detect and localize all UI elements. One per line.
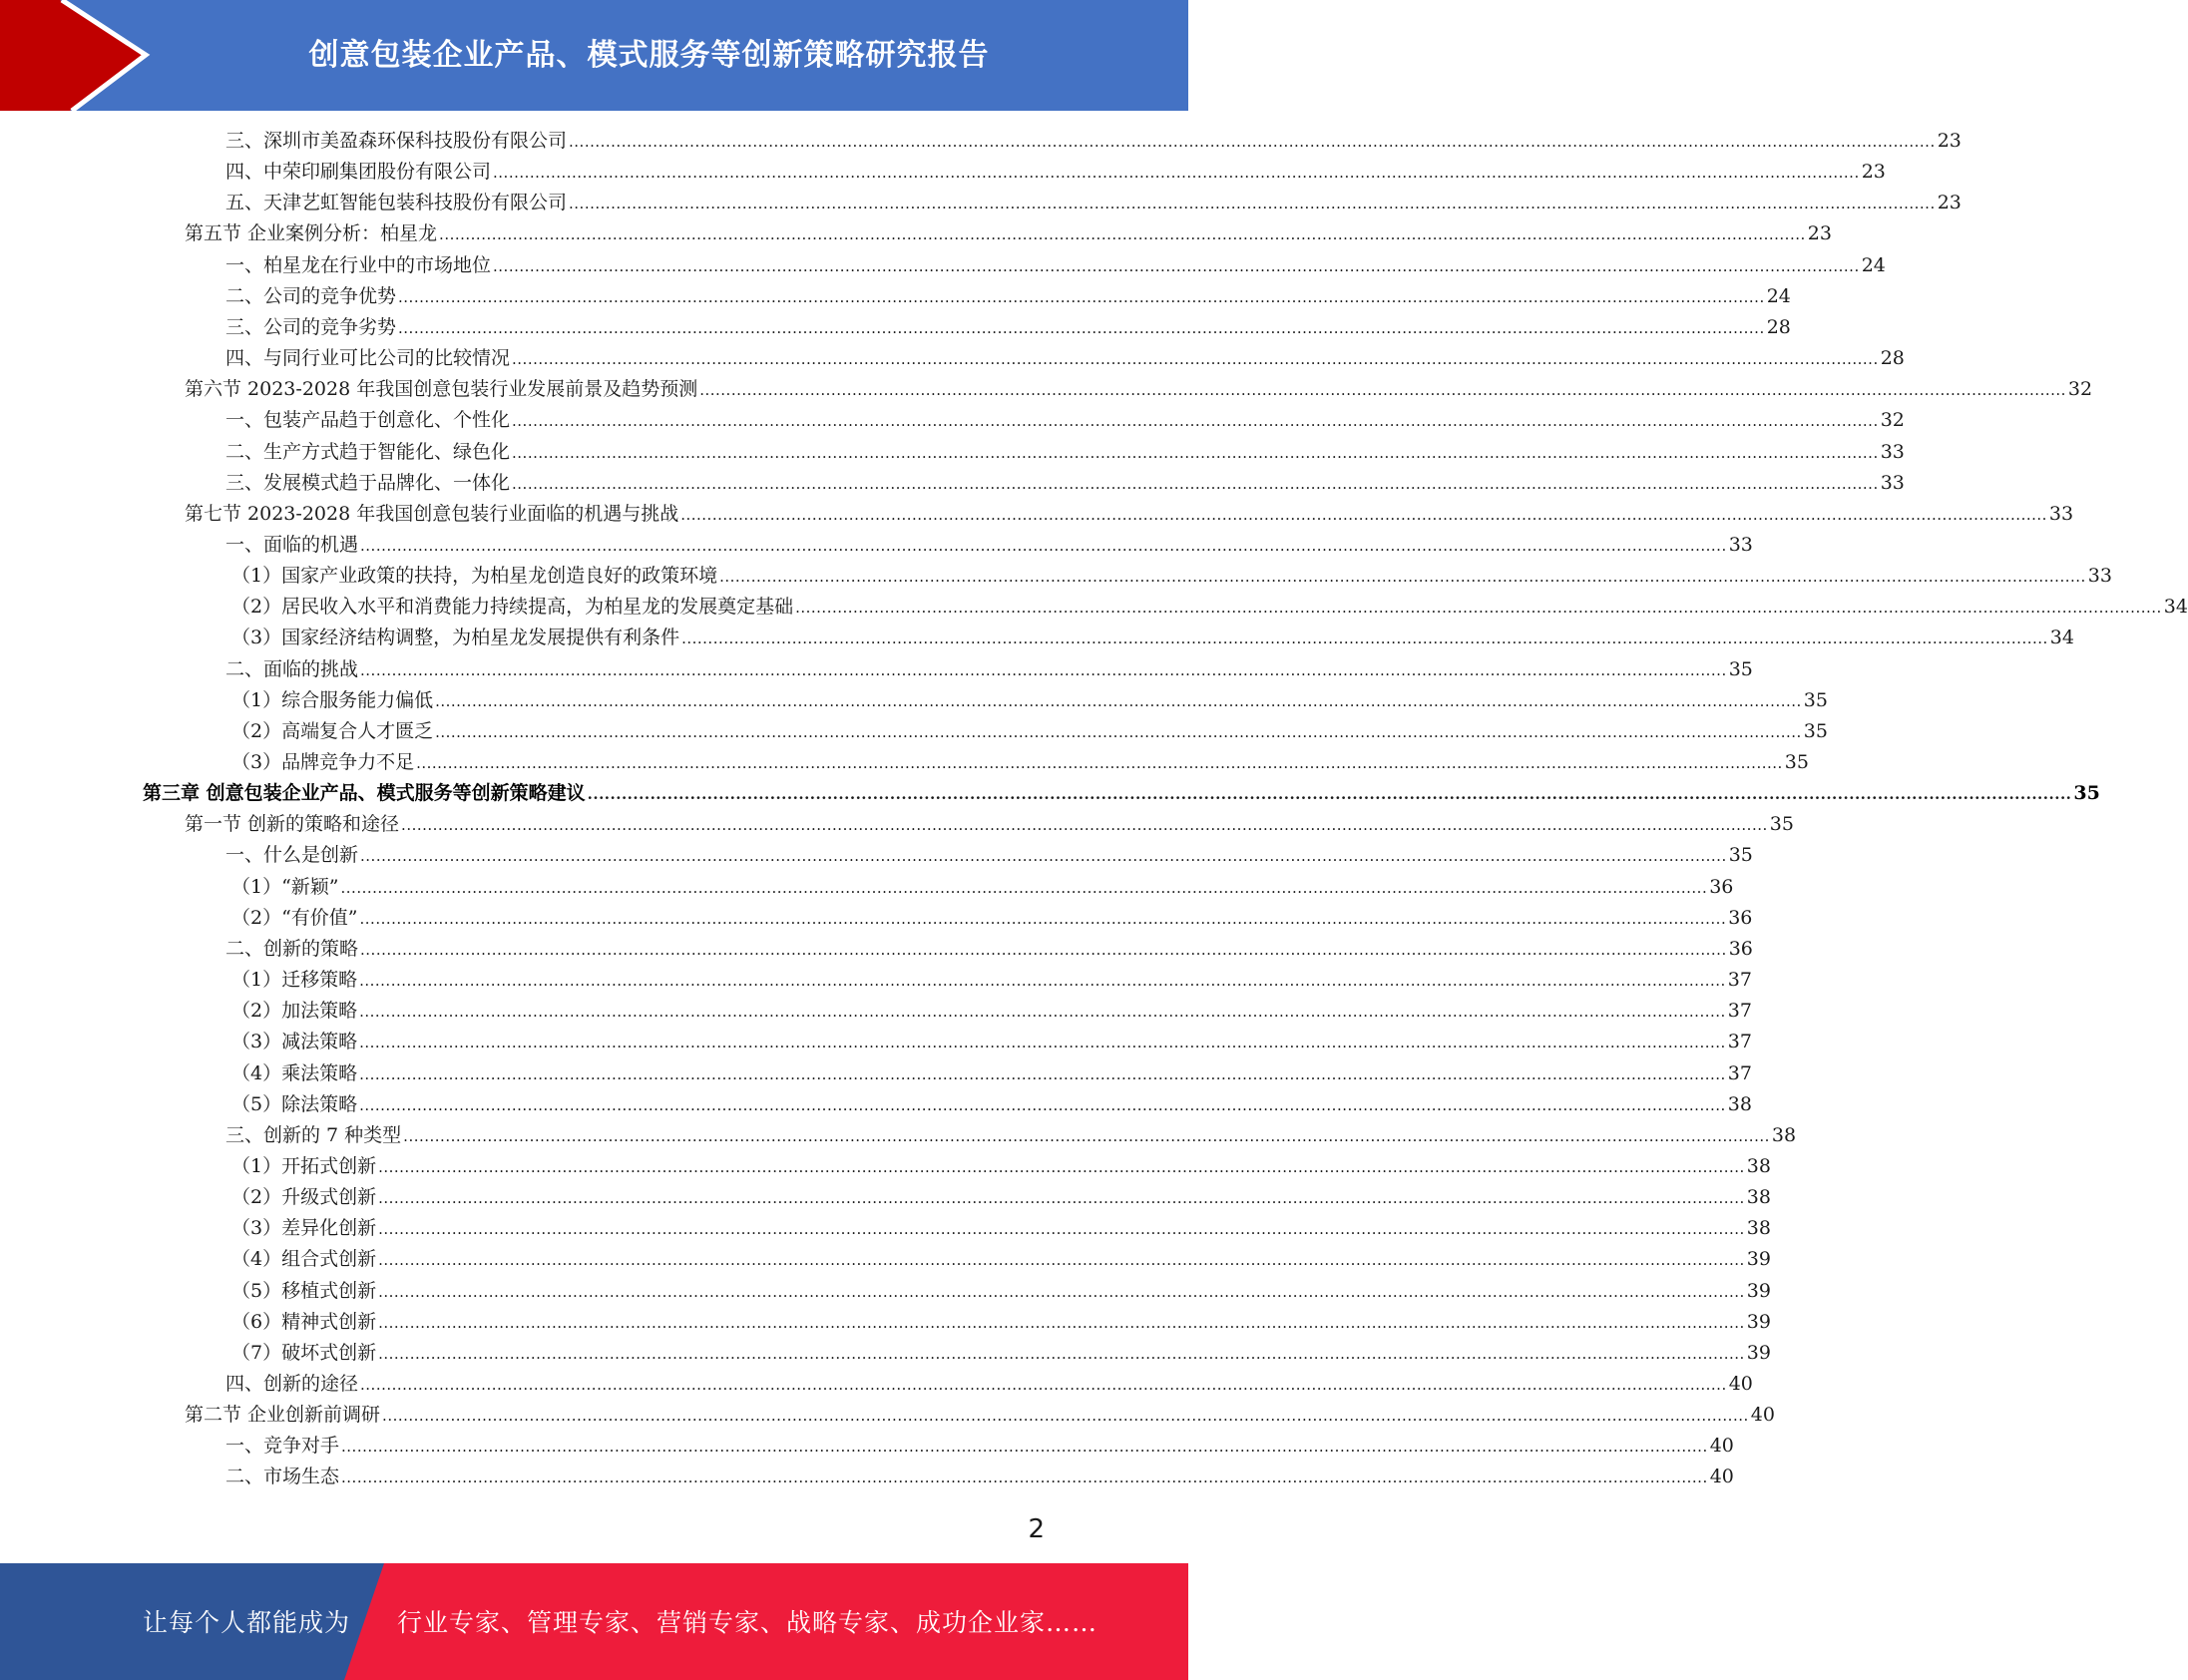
toc-leader-dots: ....................................................................................................................................................................................................................................................................: [378, 1344, 1745, 1363]
toc-entry[interactable]: [225, 188, 1962, 218]
report-title: 创意包装企业产品、模式服务等创新策略研究报告: [308, 38, 990, 73]
toc-entry-page: 34: [2163, 596, 2188, 619]
toc-entry[interactable]: [225, 312, 1791, 343]
toc-leader-dots: ....................................................................................................................................................................................................................................................................: [378, 1282, 1745, 1301]
toc-entry-title: 三、发展模式趋于品牌化、一体化: [225, 471, 511, 494]
toc-entry-page: 28: [1766, 315, 1791, 338]
toc-entry-title: （4）组合式创新: [231, 1248, 377, 1271]
toc-entry-title: 第一节 创新的策略和途径: [185, 813, 400, 836]
toc-entry-title: （6）精神式创新: [231, 1310, 377, 1333]
toc-entry-title: （2）升级式创新: [231, 1186, 377, 1209]
toc-leader-dots: ....................................................................................................................................................................................................................................................................: [398, 287, 1765, 306]
toc-entry[interactable]: [225, 840, 1753, 871]
toc-entry-page: 39: [1746, 1310, 1771, 1333]
toc-leader-dots: ....................................................................................................................................................................................................................................................................: [340, 878, 1708, 897]
toc-entry[interactable]: [225, 530, 1753, 561]
toc-entry-page: 38: [1771, 1123, 1797, 1146]
toc-entry-title: 三、深圳市美盈森环保科技股份有限公司: [225, 130, 568, 152]
toc-entry-page: 38: [1746, 1217, 1771, 1240]
toc-entry-title: （5）除法策略: [231, 1092, 358, 1115]
toc-entry[interactable]: [231, 1338, 1771, 1369]
toc-leader-dots: ....................................................................................................................................................................................................................................................................: [401, 816, 1768, 835]
toc-entry-page: 28: [1880, 347, 1905, 370]
toc-entry-page: 36: [1728, 906, 1753, 929]
toc-entry[interactable]: [231, 996, 1752, 1027]
toc-leader-dots: ....................................................................................................................................................................................................................................................................: [435, 691, 1802, 710]
toc-entry[interactable]: [231, 747, 1809, 778]
toc-entry-page: 33: [2048, 502, 2074, 525]
footer-roles: 行业专家、管理专家、营销专家、战略专家、成功企业家……: [397, 1608, 1098, 1637]
toc-entry[interactable]: [225, 126, 1962, 157]
toc-entry-title: （1）国家产业政策的扶持，为柏星龙创造良好的政策环境: [231, 565, 718, 588]
toc-entry[interactable]: [231, 716, 1828, 747]
toc-entry[interactable]: [231, 1244, 1771, 1275]
toc-leader-dots: ....................................................................................................................................................................................................................................................................: [512, 443, 1879, 462]
toc-entry-page: 23: [1937, 130, 1962, 152]
toc-entry-page: 40: [1750, 1404, 1775, 1427]
toc-entry-title: 二、市场生态: [225, 1466, 340, 1488]
toc-entry[interactable]: [185, 374, 2093, 405]
toc-entry[interactable]: [231, 1089, 1752, 1120]
toc-entry[interactable]: [225, 343, 1905, 374]
toc-entry-title: 一、包装产品趋于创意化、个性化: [225, 409, 511, 432]
toc-entry-title: （1）综合服务能力偏低: [231, 688, 434, 711]
toc-entry-title: 第七节 2023-2028 年我国创意包装行业面临的机遇与挑战: [185, 502, 679, 525]
toc-entry[interactable]: [231, 1182, 1771, 1213]
toc-entry[interactable]: [225, 250, 1886, 281]
toc-entry-title: （3）差异化创新: [231, 1217, 377, 1240]
toc-entry[interactable]: [231, 592, 2188, 623]
toc-entry[interactable]: [185, 809, 1794, 840]
toc-entry-title: （2）高端复合人才匮乏: [231, 719, 434, 742]
toc-leader-dots: ....................................................................................................................................................................................................................................................................: [681, 630, 2048, 648]
toc-entry-title: 二、生产方式趋于智能化、绿色化: [225, 440, 511, 463]
toc-leader-dots: ....................................................................................................................................................................................................................................................................: [699, 381, 2066, 400]
toc-leader-dots: ....................................................................................................................................................................................................................................................................: [359, 909, 1727, 928]
toc-leader-dots: ....................................................................................................................................................................................................................................................................: [493, 164, 1860, 183]
toc-leader-dots: ....................................................................................................................................................................................................................................................................: [359, 972, 1726, 991]
toc-entry[interactable]: [225, 1462, 1734, 1492]
toc-entry-title: 四、与同行业可比公司的比较情况: [225, 347, 511, 370]
toc-entry-title: 二、创新的策略: [225, 937, 359, 960]
toc-entry-page: 38: [1727, 1092, 1752, 1115]
footer-slogan: 让每个人都能成为: [143, 1608, 351, 1637]
toc-entry-page: 33: [1880, 471, 1905, 494]
toc-entry-page: 39: [1746, 1248, 1771, 1271]
toc-leader-dots: ....................................................................................................................................................................................................................................................................: [680, 505, 2047, 524]
toc-entry[interactable]: [225, 654, 1753, 685]
toc-entry-page: 24: [1766, 284, 1791, 307]
toc-entry-title: 二、公司的竞争优势: [225, 284, 397, 307]
toc-leader-dots: ....................................................................................................................................................................................................................................................................: [360, 847, 1727, 866]
toc-entry-title: 四、创新的途径: [225, 1373, 359, 1395]
toc-entry-page: 38: [1746, 1186, 1771, 1209]
toc-entry-title: （2）加法策略: [231, 1000, 358, 1023]
toc-entry-title: 四、中荣印刷集团股份有限公司: [225, 161, 492, 184]
toc-entry-title: （3）国家经济结构调整，为柏星龙发展提供有利条件: [231, 627, 680, 649]
toc-entry-page: 40: [1709, 1435, 1734, 1458]
toc-entry[interactable]: [231, 872, 1734, 903]
toc-leader-dots: ....................................................................................................................................................................................................................................................................: [378, 1220, 1745, 1239]
toc-entry-page: 23: [1807, 222, 1832, 245]
toc-entry-page: 34: [2049, 627, 2074, 649]
page-header: [0, 0, 1188, 111]
toc-entry-page: 33: [2087, 565, 2112, 588]
toc-entry[interactable]: [231, 685, 1828, 716]
toc-entry-page: 38: [1746, 1154, 1771, 1177]
toc-entry[interactable]: [225, 1431, 1734, 1462]
toc-entry[interactable]: [231, 903, 1753, 934]
toc-entry-page: 37: [1727, 1000, 1752, 1023]
toc-entry[interactable]: [231, 1276, 1771, 1307]
toc-leader-dots: ....................................................................................................................................................................................................................................................................: [360, 660, 1727, 679]
toc-entry-title: （4）乘法策略: [231, 1061, 358, 1084]
toc-leader-dots: ....................................................................................................................................................................................................................................................................: [378, 1251, 1745, 1270]
toc-entry-title: 第三章 创意包装企业产品、模式服务等创新策略建议: [143, 782, 586, 805]
toc-entry-page: 33: [1880, 440, 1905, 463]
toc-leader-dots: ....................................................................................................................................................................................................................................................................: [587, 785, 2072, 804]
toc-leader-dots: ....................................................................................................................................................................................................................................................................: [719, 568, 2086, 587]
toc-entry-title: 三、公司的竞争劣势: [225, 315, 397, 338]
toc-entry[interactable]: [231, 623, 2074, 653]
toc-leader-dots: ....................................................................................................................................................................................................................................................................: [378, 1157, 1745, 1176]
toc-leader-dots: ....................................................................................................................................................................................................................................................................: [569, 195, 1936, 213]
toc-entry[interactable]: [225, 1369, 1753, 1400]
toc-leader-dots: ....................................................................................................................................................................................................................................................................: [360, 1376, 1727, 1394]
toc-entry-page: 36: [1709, 875, 1734, 898]
toc-entry-page: 37: [1727, 1031, 1752, 1053]
toc-entry-title: 五、天津艺虹智能包装科技股份有限公司: [225, 192, 568, 214]
toc-leader-dots: ....................................................................................................................................................................................................................................................................: [569, 133, 1936, 151]
toc-leader-dots: ....................................................................................................................................................................................................................................................................: [382, 1407, 1749, 1426]
toc-entry[interactable]: [225, 157, 1886, 188]
toc-entry-page: 36: [1728, 937, 1753, 960]
toc-leader-dots: ....................................................................................................................................................................................................................................................................: [403, 1126, 1770, 1145]
toc-entry-page: 35: [1728, 844, 1753, 867]
toc-entry-page: 39: [1746, 1341, 1771, 1364]
toc-leader-dots: ....................................................................................................................................................................................................................................................................: [512, 412, 1879, 431]
toc-entry-title: （3）减法策略: [231, 1031, 358, 1053]
toc-entry[interactable]: [185, 1400, 1775, 1431]
toc-entry-page: 35: [1769, 813, 1794, 836]
toc-entry-title: （3）品牌竞争力不足: [231, 751, 415, 773]
toc-entry[interactable]: [225, 934, 1753, 965]
toc-entry-title: 一、面临的机遇: [225, 533, 359, 556]
toc-entry[interactable]: [231, 1058, 1752, 1089]
toc-entry-title: 第二节 企业创新前调研: [185, 1404, 381, 1427]
toc-entry-title: 一、柏星龙在行业中的市场地位: [225, 253, 492, 276]
toc-leader-dots: ....................................................................................................................................................................................................................................................................: [360, 536, 1727, 555]
toc-leader-dots: ....................................................................................................................................................................................................................................................................: [416, 754, 1783, 772]
toc-entry-page: 35: [1803, 688, 1828, 711]
toc-entry-title: （7）破坏式创新: [231, 1341, 377, 1364]
toc-entry-page: 35: [1803, 719, 1828, 742]
toc-leader-dots: ....................................................................................................................................................................................................................................................................: [341, 1469, 1708, 1487]
toc-entry-page: 40: [1728, 1373, 1753, 1395]
toc-entry[interactable]: [225, 281, 1791, 312]
toc-entry[interactable]: [231, 1213, 1771, 1244]
toc-entry-title: 一、什么是创新: [225, 844, 359, 867]
page-footer: [0, 1563, 1188, 1680]
toc-leader-dots: ....................................................................................................................................................................................................................................................................: [439, 225, 1806, 244]
toc-leader-dots: ....................................................................................................................................................................................................................................................................: [359, 1095, 1726, 1114]
toc-entry[interactable]: [143, 778, 2100, 809]
toc-entry-page: 35: [1784, 751, 1809, 773]
toc-entry-page: 23: [1861, 161, 1886, 184]
toc-entry[interactable]: [225, 468, 1905, 499]
toc-entry-page: 32: [2067, 378, 2093, 401]
toc-leader-dots: ....................................................................................................................................................................................................................................................................: [360, 940, 1727, 959]
toc-entry-page: 24: [1861, 253, 1886, 276]
toc-leader-dots: ....................................................................................................................................................................................................................................................................: [359, 1034, 1726, 1052]
toc-entry-page: 35: [1728, 657, 1753, 680]
toc-leader-dots: ....................................................................................................................................................................................................................................................................: [359, 1064, 1726, 1083]
toc-entry[interactable]: [185, 499, 2074, 530]
toc-entry-title: 三、创新的 7 种类型: [225, 1123, 402, 1146]
toc-leader-dots: ....................................................................................................................................................................................................................................................................: [359, 1003, 1726, 1022]
toc-leader-dots: ....................................................................................................................................................................................................................................................................: [795, 599, 2162, 618]
toc-entry-page: 33: [1728, 533, 1753, 556]
toc-entry-page: 35: [2073, 782, 2100, 805]
toc-leader-dots: ....................................................................................................................................................................................................................................................................: [398, 318, 1765, 337]
toc-entry-title: （1）迁移策略: [231, 969, 358, 992]
toc-leader-dots: ....................................................................................................................................................................................................................................................................: [493, 256, 1860, 275]
toc-entry[interactable]: [225, 405, 1905, 436]
toc-entry-page: 23: [1937, 192, 1962, 214]
toc-entry[interactable]: [185, 218, 1832, 249]
toc-entry-title: （2）居民收入水平和消费能力持续提高，为柏星龙的发展奠定基础: [231, 596, 794, 619]
toc-leader-dots: ....................................................................................................................................................................................................................................................................: [378, 1189, 1745, 1208]
toc-entry-page: 39: [1746, 1279, 1771, 1302]
toc-entry-title: 第六节 2023-2028 年我国创意包装行业发展前景及趋势预测: [185, 378, 698, 401]
toc-leader-dots: ....................................................................................................................................................................................................................................................................: [435, 722, 1802, 741]
toc-entry-title: （1）“新颖”: [231, 875, 339, 898]
toc-entry[interactable]: [225, 1120, 1797, 1151]
toc-leader-dots: ....................................................................................................................................................................................................................................................................: [512, 350, 1879, 369]
toc-entry-page: 40: [1709, 1466, 1734, 1488]
toc-entry-page: 37: [1727, 969, 1752, 992]
toc-entry[interactable]: [231, 1151, 1771, 1182]
toc-entry[interactable]: [231, 965, 1752, 996]
toc-entry-title: 二、面临的挑战: [225, 657, 359, 680]
toc-leader-dots: ....................................................................................................................................................................................................................................................................: [378, 1313, 1745, 1332]
toc-entry-title: （2）“有价值”: [231, 906, 358, 929]
toc-entry-title: 一、竞争对手: [225, 1435, 340, 1458]
toc-entry-title: （5）移植式创新: [231, 1279, 377, 1302]
toc-entry[interactable]: [231, 1307, 1771, 1338]
toc-entry-title: （1）开拓式创新: [231, 1154, 377, 1177]
toc-entry[interactable]: [225, 437, 1905, 468]
toc-entry[interactable]: [231, 1027, 1752, 1057]
toc-entry-page: 32: [1880, 409, 1905, 432]
toc-leader-dots: ....................................................................................................................................................................................................................................................................: [341, 1438, 1708, 1457]
toc-entry-title: 第五节 企业案例分析：柏星龙: [185, 222, 438, 245]
page-number: 2: [1028, 1514, 1045, 1544]
toc-leader-dots: ....................................................................................................................................................................................................................................................................: [512, 474, 1879, 493]
toc-entry[interactable]: [231, 561, 2112, 592]
toc-entry-page: 37: [1727, 1061, 1752, 1084]
